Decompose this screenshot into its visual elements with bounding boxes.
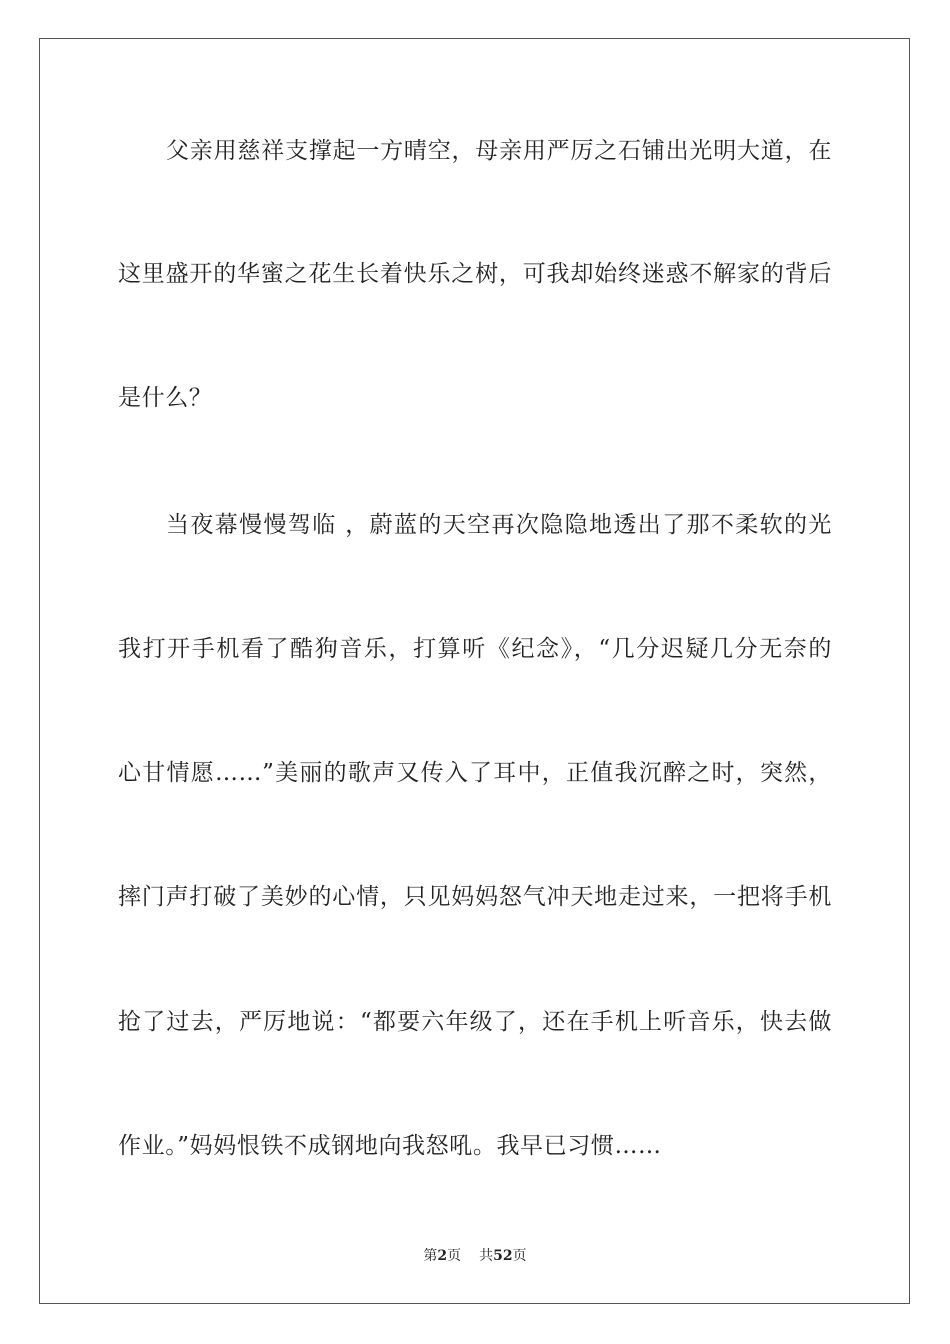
page-footer xyxy=(0,1247,950,1265)
paragraph-1-line-1: 父亲用慈祥支撑起一方晴空，母亲用严厉之石铺出光明大道，在 xyxy=(166,138,832,164)
paragraph-3-line-3: 摔门声打破了美妙的心情，只见妈妈怒气冲天地走过来，一把将手机 xyxy=(118,884,832,910)
paragraph-3-line-1: 我打开手机看了酷狗音乐，打算听《纪念》，“几分迟疑几分无奈的 xyxy=(118,636,832,662)
page-prefix: 第 xyxy=(423,1248,438,1264)
total-prefix: 共 xyxy=(479,1248,494,1264)
total-page-count: 52 xyxy=(493,1248,513,1264)
paragraph-1-line-3: 是什么？ xyxy=(118,385,213,411)
paragraph-2-line-1: 当夜幕慢慢驾临 ，蔚蓝的天空再次隐隐地透出了那不柔软的光 xyxy=(166,512,832,538)
paragraph-1-line-2: 这里盛开的华蜜之花生长着快乐之树，可我却始终迷惑不解家的背后 xyxy=(118,261,832,287)
page-suffix: 页 xyxy=(447,1248,462,1264)
current-page-number: 2 xyxy=(437,1248,448,1264)
paragraph-3-line-5: 作业。”妈妈恨铁不成钢地向我怒吼。我早已习惯…… xyxy=(118,1133,662,1159)
paragraph-3-line-2: 心甘情愿……”美丽的歌声又传入了耳中，正值我沉醉之时，突然， xyxy=(118,760,832,786)
total-suffix: 页 xyxy=(512,1248,527,1264)
page-border xyxy=(39,38,910,1304)
paragraph-3-line-4: 抢了过去，严厉地说：“都要六年级了，还在手机上听音乐，快去做 xyxy=(118,1009,832,1035)
